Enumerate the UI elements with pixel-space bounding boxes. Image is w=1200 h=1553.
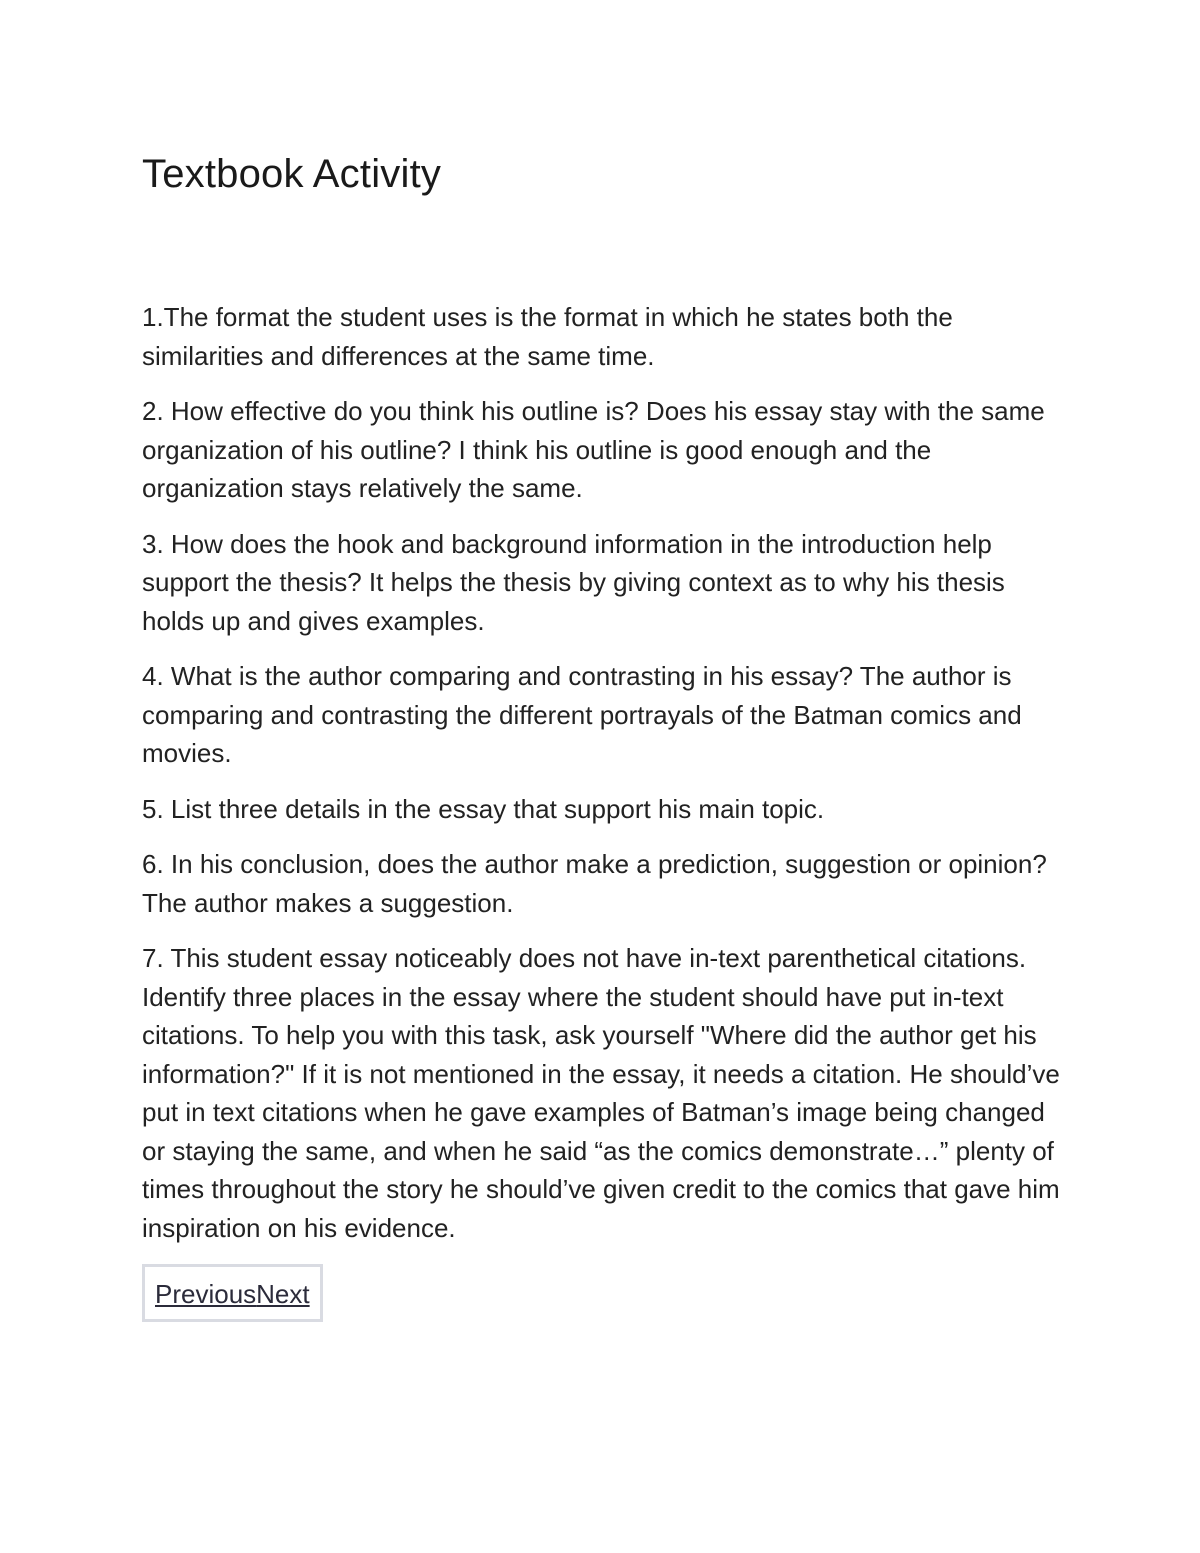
page-title: Textbook Activity: [142, 152, 442, 196]
answer-paragraph-7: 7. This student essay noticeably does not have in-text parenthetical citations. Identify three places in the essay where the student should have put in-text citations. To help you with this task, ask yourself "Where did the author get his information?" If it is not mentioned in the essay, it needs a citation. He should’ve put in text citations when he gave examples of Batman’s image being changed or staying the same, and when he said “as the comics demonstrate…” plenty of times throughout the story he should’ve given credit to the comics that gave him inspiration on his evidence.: [142, 943, 1060, 1243]
previous-link[interactable]: Previous: [155, 1279, 257, 1309]
pagination-nav: [142, 1264, 323, 1322]
next-link[interactable]: Next: [256, 1279, 310, 1309]
document-body: [142, 298, 1062, 1322]
answer-paragraph-6: 6. In his conclusion, does the author make a prediction, suggestion or opinion? The author makes a suggestion.: [142, 849, 1047, 918]
answer-paragraph-4: 4. What is the author comparing and contrasting in his essay? The author is comparing and contrasting the different portrayals of the Batman comics and movies.: [142, 661, 1022, 768]
answer-paragraph-5: 5. List three details in the essay that support his main topic.: [142, 793, 825, 824]
answer-paragraph-2: 2. How effective do you think his outline is? Does his essay stay with the same organization of his outline? I think his outline is good enough and the organization stays relatively the same.: [142, 396, 1045, 503]
answer-paragraph-3: 3. How does the hook and background information in the introduction help support the thesis? It helps the thesis by giving context as to why his thesis holds up and gives examples.: [142, 528, 1005, 636]
answer-paragraph-1: 1.The format the student uses is the format in which he states both the similarities and differences at the same time.: [142, 302, 953, 371]
